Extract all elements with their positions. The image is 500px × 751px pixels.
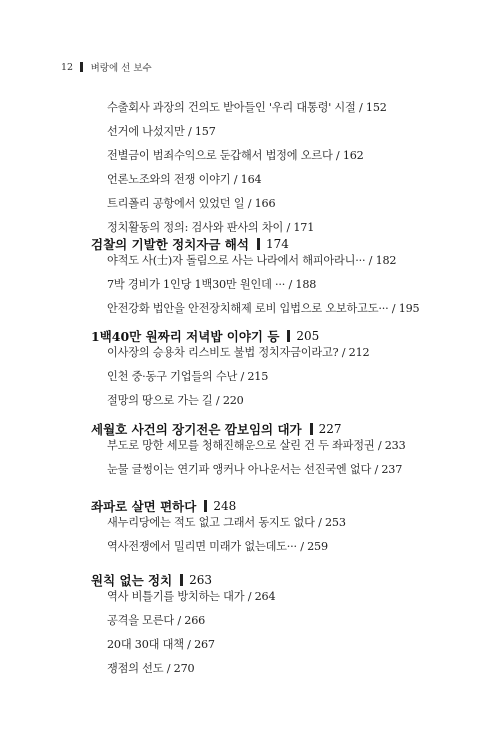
toc-entry: 인천 중·동구 기업들의 수난 / 215	[107, 370, 269, 383]
section-title: 좌파로 살면 편하다	[91, 499, 197, 514]
toc-entry: 새누리당에는 적도 없고 그래서 동지도 없다 / 253	[107, 516, 346, 529]
toc-entry: 역사전쟁에서 밀리면 미래가 없는데도··· / 259	[107, 540, 328, 553]
toc-entry: 정치활동의 정의: 검사와 판사의 차이 / 171	[107, 221, 315, 234]
toc-entry: 역사 비틀기를 방치하는 대가 / 264	[107, 590, 276, 603]
heading-divider-bar	[180, 574, 183, 586]
section-heading	[91, 235, 289, 253]
section-page-number: 205	[296, 329, 320, 343]
toc-entry: 쟁점의 선도 / 270	[107, 662, 195, 675]
section-title: 세월호 사건의 장기전은 깜보임의 대가	[91, 422, 302, 437]
toc-entry: 언론노조와의 전쟁 이야기 / 164	[107, 173, 262, 186]
toc-entry: 눈물 글썽이는 연기파 앵커나 아나운서는 선진국엔 없다 / 237	[107, 463, 403, 476]
header-divider-bar	[80, 62, 83, 72]
heading-divider-bar	[310, 423, 313, 435]
section-heading	[91, 497, 236, 515]
toc-entry: 야적도 사(士)자 돌림으로 사는 나라에서 해피아라니··· / 182	[107, 254, 397, 267]
book-title: 벼랑에 선 보수	[90, 63, 152, 74]
section-title: 1백40만 원짜리 저녁밥 이야기 등	[91, 329, 280, 344]
toc-entry: 안전강화 법안을 안전장치해제 로비 입법으로 오보하고도··· / 195	[107, 302, 420, 315]
section-page-number: 248	[213, 499, 237, 513]
heading-divider-bar	[287, 330, 290, 342]
section-title: 원칙 없는 정치	[91, 573, 173, 588]
toc-entry: 전별금이 범죄수익으로 둔갑해서 법정에 오르다 / 162	[107, 149, 364, 162]
toc-entry: 부도로 망한 세모를 청해진해운으로 살린 건 두 좌파정권 / 233	[107, 439, 406, 452]
toc-entry: 선거에 나섰지만 / 157	[107, 125, 216, 138]
section-page-number: 227	[318, 422, 342, 436]
toc-entry: 트리폴리 공항에서 있었던 일 / 166	[107, 197, 276, 210]
heading-divider-bar	[257, 238, 260, 250]
section-heading	[91, 420, 342, 438]
section-heading	[91, 327, 319, 345]
toc-entry: 이사장의 승용차 리스비도 불법 정치자금이라고? / 212	[107, 346, 370, 359]
section-page-number: 263	[189, 573, 213, 587]
section-heading	[91, 571, 212, 589]
section-title: 검찰의 기발한 정치자금 해석	[91, 237, 249, 252]
running-header	[61, 60, 152, 74]
toc-entry: 20대 30대 대책 / 267	[107, 638, 215, 651]
page-number: 12	[61, 61, 74, 73]
toc-entry: 절망의 땅으로 가는 길 / 220	[107, 394, 244, 407]
toc-entry: 공격을 모른다 / 266	[107, 614, 206, 627]
toc-entry: 수출회사 과장의 건의도 받아들인 '우리 대통령' 시절 / 152	[107, 101, 387, 114]
toc-entry: 7박 경비가 1인당 1백30만 원인데 ··· / 188	[107, 278, 317, 291]
heading-divider-bar	[204, 500, 207, 512]
section-page-number: 174	[265, 237, 289, 251]
